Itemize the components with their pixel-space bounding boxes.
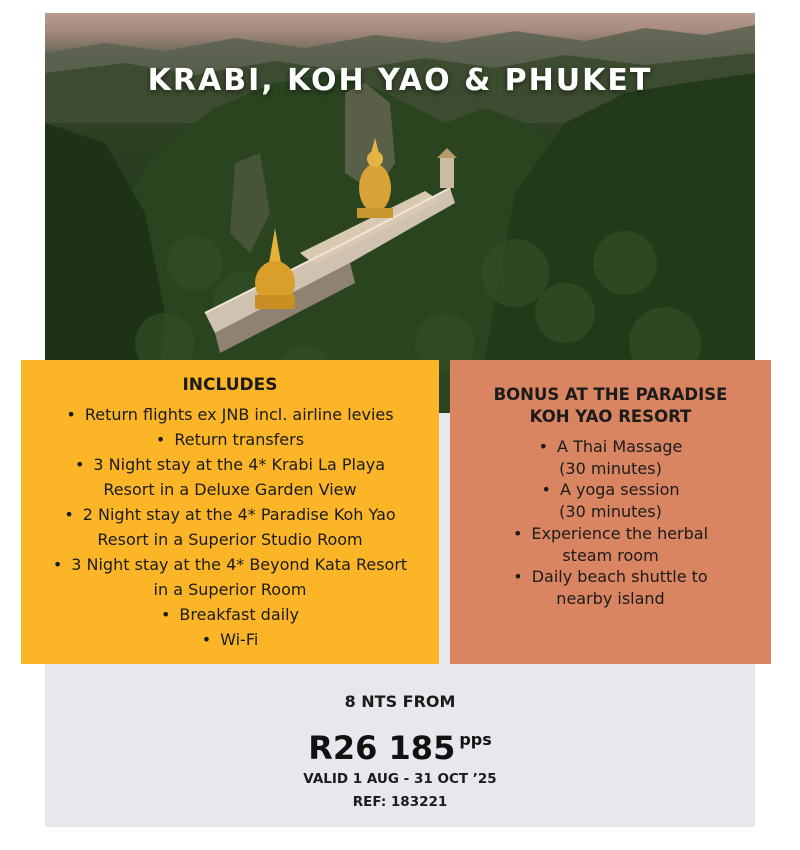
list-item-continuation: Resort in a Superior Studio Room [97,530,363,549]
list-item-continuation: (30 minutes) [559,458,662,478]
list-item-continuation: Resort in a Deluxe Garden View [103,480,357,499]
includes-list [21,402,439,652]
includes-box [21,360,439,664]
list-item: • Daily beach shuttle to [460,566,761,588]
list-item: • 3 Night stay at the 4* Beyond Kata Resort [31,552,429,577]
price-amount [0,718,800,770]
destination-title: KRABI, KOH YAO & PHUKET [147,63,653,98]
includes-heading: INCLUDES [182,375,278,395]
list-item: • 3 Night stay at the 4* Krabi La Playa [31,452,429,477]
price-unit: pps [459,730,492,749]
bonus-list [450,436,771,610]
list-item-continuation: steam room [562,545,659,565]
list-item-continuation: nearby island [556,588,665,608]
reference-number: REF: 183221 [352,794,448,810]
hero-image [45,13,755,413]
list-item: • 2 Night stay at the 4* Paradise Koh Yao [31,502,429,527]
price-label: 8 NTS FROM [344,692,456,711]
price-value: R26 185 [308,729,456,767]
list-item-continuation: (30 minutes) [559,502,662,522]
list-item: • Return transfers [31,427,429,452]
list-item: • A Thai Massage [460,436,761,458]
list-item: • Wi-Fi [31,627,429,652]
list-item: • Experience the herbal [460,523,761,545]
bonus-heading: BONUS AT THE PARADISE KOH YAO RESORT [493,385,728,426]
list-item: • Return flights ex JNB incl. airline levies [31,402,429,427]
bonus-box [450,360,771,664]
list-item-continuation: in a Superior Room [153,580,307,599]
list-item: • Breakfast daily [31,602,429,627]
validity-dates: VALID 1 AUG - 31 OCT ’25 [303,771,497,787]
list-item: • A yoga session [460,479,761,501]
